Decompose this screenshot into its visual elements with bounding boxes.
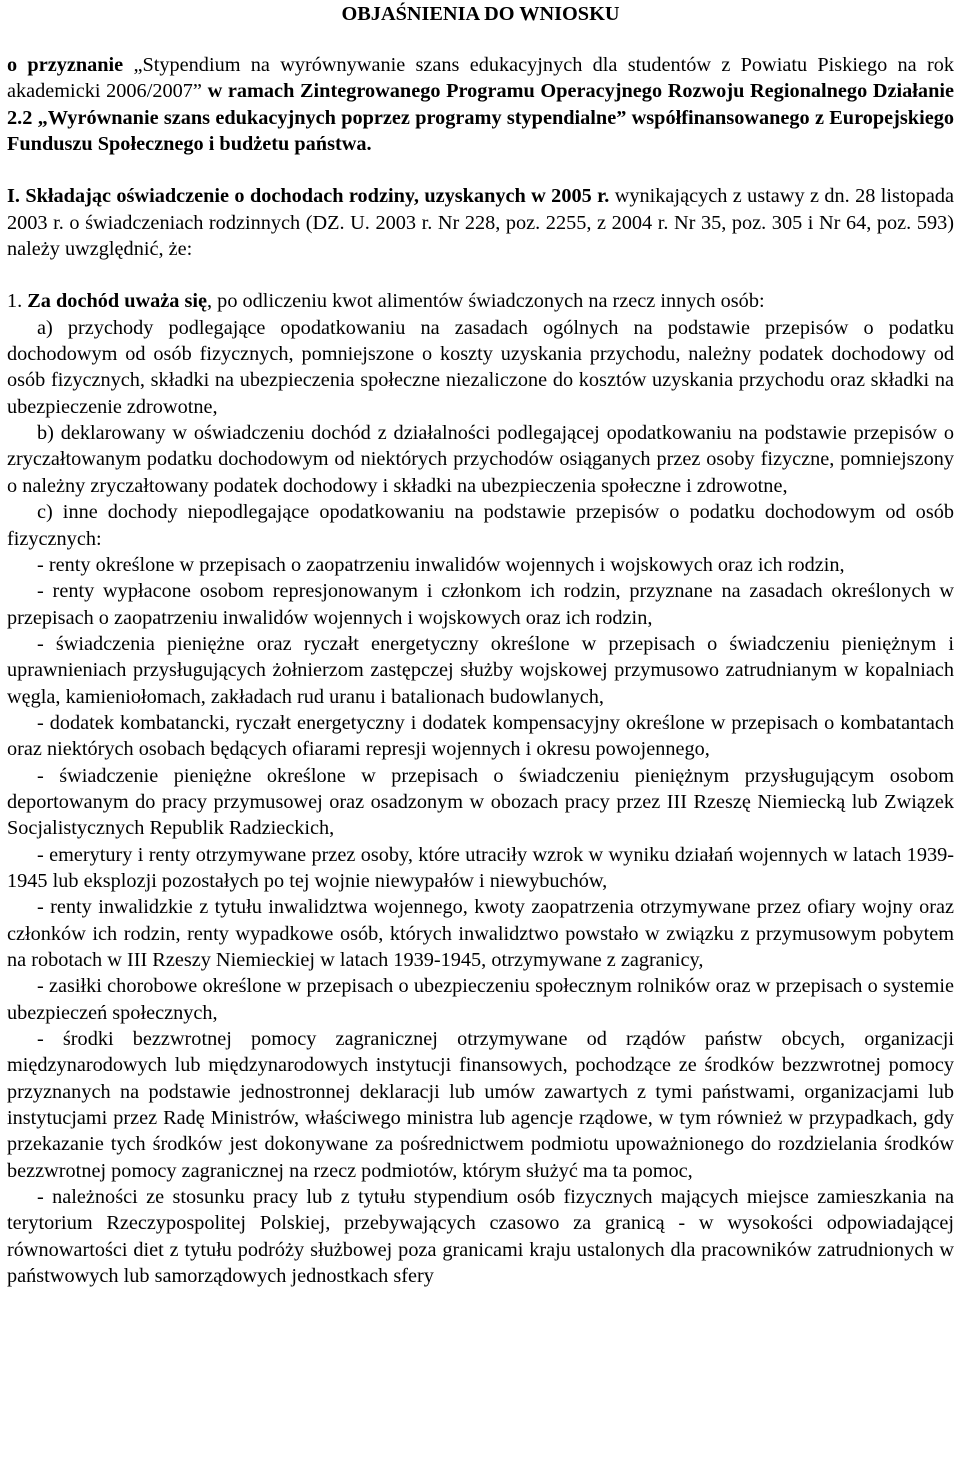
item-1-heading: Za dochód uważa się: [27, 290, 208, 313]
item-1: [7, 288, 954, 314]
paragraph-a: a) przychody podlegające opodatkowaniu na zasadach ogólnych na podstawie przepisów o podatku dochodowym od osób fizycznych, pomniejszone o koszty uzyskania przychodu, należny podatek dochodowy od osób fizycznych, składki na ubezpieczenia społeczne niezaliczone do kosztów uzyskania przychodu oraz składki na ubezpieczenie zdrowotne,: [7, 316, 954, 418]
list-item: - emerytury i renty otrzymywane przez osoby, które utraciły wzrok w wyniku działań wojennych w latach 1939-1945 lub eksplozji pozostałych po tej wojnie niewypałów i niewybuchów,: [7, 843, 954, 892]
list-item: - świadczenia pieniężne oraz ryczałt energetyczny określone w przepisach o świadczeniu pieniężnym i uprawnieniach przysługujących żołnierzom zastępczej służby wojskowej przymusowo zatrudnianym w kopalniach węgla, kamieniołomach, zakładach rud uranu i batalionach budowlanych,: [7, 632, 954, 708]
program-description: w ramach Zintegrowanego Programu Operacyjnego Rozwoju Regionalnego Działanie 2.2 „Wyrównanie szans edukacyjnych poprzez programy stypendialne” współfinansowanego z Europejskiego Funduszu Społecznego i budżetu państwa.: [7, 80, 954, 156]
item-1-text: , po odliczeniu kwot alimentów świadczonych na rzecz innych osób:: [207, 290, 765, 313]
page-title: OBJAŚNIENIA DO WNIOSKU: [341, 3, 620, 25]
list-item: - dodatek kombatancki, ryczałt energetyczny i dodatek kompensacyjny określone w przepisach o kombatantach oraz niektórych osobach będących ofiarami represji wojennych i okresu powojennego,: [7, 711, 954, 761]
list-item: - renty inwalidzkie z tytułu inwalidztwa wojennego, kwoty zaopatrzenia otrzymywane przez ofiary wojny oraz członków ich rodzin, renty wypadkowe osób, których inwalidztwo powstało w związku z przymusowym pobytem na robotach w III Rzeszy Niemieckiej w latach 1939-1945, otrzymywane z zagranicy,: [7, 896, 954, 971]
paragraph-c: c) inne dochody niepodlegające opodatkowaniu na podstawie przepisów o podatku dochodowym od osób fizycznych:: [7, 501, 954, 550]
list-item: - renty wypłacone osobom represjonowanym i członkom ich rodzin, przyznane na zasadach określonych w przepisach o zaopatrzeniu inwalidów wojennych i wojskowych oraz ich rodzin,: [7, 580, 954, 629]
paragraph-b: b) deklarowany w oświadczeniu dochód z działalności podlegającej opodatkowaniu na podstawie przepisów o zryczałtowanym podatku dochodowym od niektórych przychodów osiąganych przez osoby fizyczne, pomniejszony o należny zryczałtowany podatek dochodowy i składki na ubezpieczenia społeczne i zdrowotne,: [7, 422, 954, 497]
list-item: - świadczenie pieniężne określone w przepisach o świadczeniu pieniężnym przysługującym osobom deportowanym do pracy przymusowej oraz osadzonym w obozach pracy przez III Rzeszę Niemiecką lub Związek Socjalistycznych Republik Radzieckich,: [7, 764, 954, 840]
section-i-heading: I. Składając oświadczenie o dochodach rodziny, uzyskanych w 2005 r.: [7, 185, 610, 208]
list-item: - należności ze stosunku pracy lub z tytułu stypendium osób fizycznych mających miejsce zamieszkania na terytorium Rzeczypospolitej Polskiej, przebywających czasowo za granicą - w wysokości odpowiadającej równowartości diet z tytułu podróży służbowej poza granicami kraju ustalonych dla pracowników zatrudnionych w państwowych lub samorządowych jednostkach sfery: [7, 1186, 954, 1288]
section-i: [7, 183, 954, 262]
list-item: - środki bezzwrotnej pomocy zagranicznej otrzymywane od rządów państw obcych, organizacji międzynarodowych lub międzynarodowych instytucji finansowych, pochodzące ze środków bezzwrotnej pomocy przyznanych na podstawie jednostronnej deklaracji lub umów zawartych z tymi państwami, organizacjami lub instytucjami przez Radę Ministrów, właściwego ministra lub agencje rządowe, w tym również w przypadkach, gdy przekazanie tych środków jest dokonywane za pośrednictwem podmiotu upoważnionego do rozdzielania środków bezzwrotnej pomocy zagranicznej na rzecz podmiotów, którym służyć ma ta pomoc,: [7, 1028, 954, 1182]
application-subject: [7, 52, 954, 157]
list-item: - renty określone w przepisach o zaopatrzeniu inwalidów wojennych i wojskowych oraz ich rodzin,: [37, 553, 845, 576]
program-name: „Stypendium na wyrównywanie szans edukacyjnych dla studentów z Powiatu Piskiego na rok akademicki 2006/2007”: [7, 54, 954, 103]
subject-prefix: o przyznanie: [7, 54, 134, 76]
list-item: - zasiłki chorobowe określone w przepisach o ubezpieczeniu społecznym rolników oraz w przepisach o systemie ubezpieczeń społecznych,: [7, 975, 954, 1024]
section-i-text: wynikających z ustawy z dn. 28 listopada 2003 r. o świadczeniach rodzinnych (DZ. U. 2003 r. Nr 228, poz. 2255, z 2004 r. Nr 35, poz. 305 i Nr 64, poz. 593) należy uwzględnić, że:: [7, 185, 954, 261]
item-1-number: 1.: [7, 290, 28, 313]
